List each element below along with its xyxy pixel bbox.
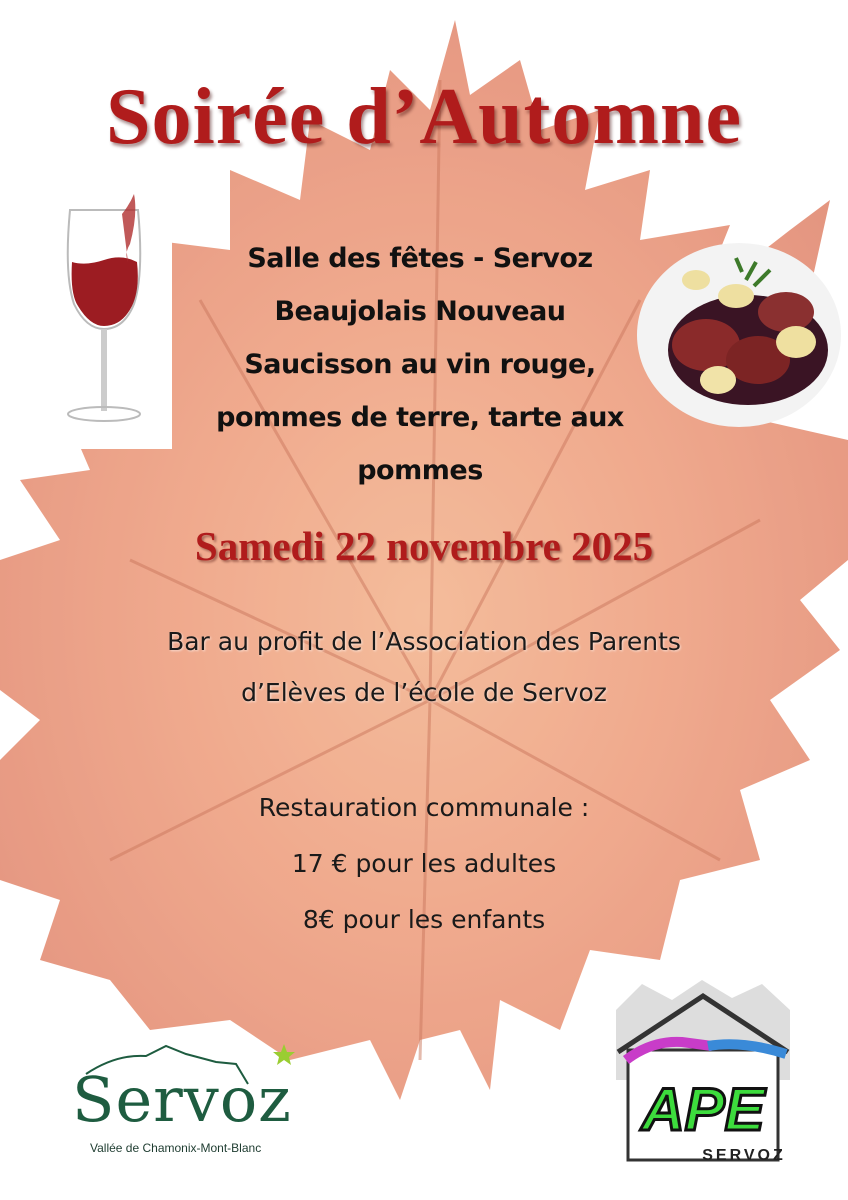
bar-info (60, 616, 788, 718)
restauration-info (120, 780, 728, 948)
event-description (180, 232, 660, 497)
bar-line-2: d’Elèves de l’école de Servoz (241, 678, 607, 707)
bar-line-1: Bar au profit de l’Association des Parents (167, 627, 681, 656)
venue-line: Salle des fêtes - Servoz (247, 243, 593, 274)
restauration-heading: Restauration communale : (258, 793, 590, 822)
event-title: Soirée d’Automne (106, 73, 742, 161)
menu-line-1: Saucisson au vin rouge, (244, 349, 596, 380)
wine-line: Beaujolais Nouveau (274, 296, 566, 327)
adult-price: 17 € pour les adultes (291, 849, 557, 878)
servoz-logo-name: Servoz (72, 1063, 292, 1136)
menu-line-3: pommes (357, 455, 483, 486)
ape-logo-name: APE (641, 1076, 765, 1143)
ape-logo-subtitle: SERVOZ (702, 1147, 786, 1164)
child-price: 8€ pour les enfants (302, 905, 546, 934)
wine-glass-icon (34, 184, 172, 449)
wine-glass-image (34, 184, 172, 449)
event-date: Samedi 22 novembre 2025 (194, 523, 654, 569)
menu-line-2: pommes de terre, tarte aux (216, 402, 624, 433)
saucisson-plate-image (636, 240, 842, 430)
ape-logo (612, 980, 794, 1170)
servoz-logo-subtitle: Vallée de Chamonix-Mont-Blanc (90, 1141, 262, 1155)
plate-icon (636, 240, 842, 430)
